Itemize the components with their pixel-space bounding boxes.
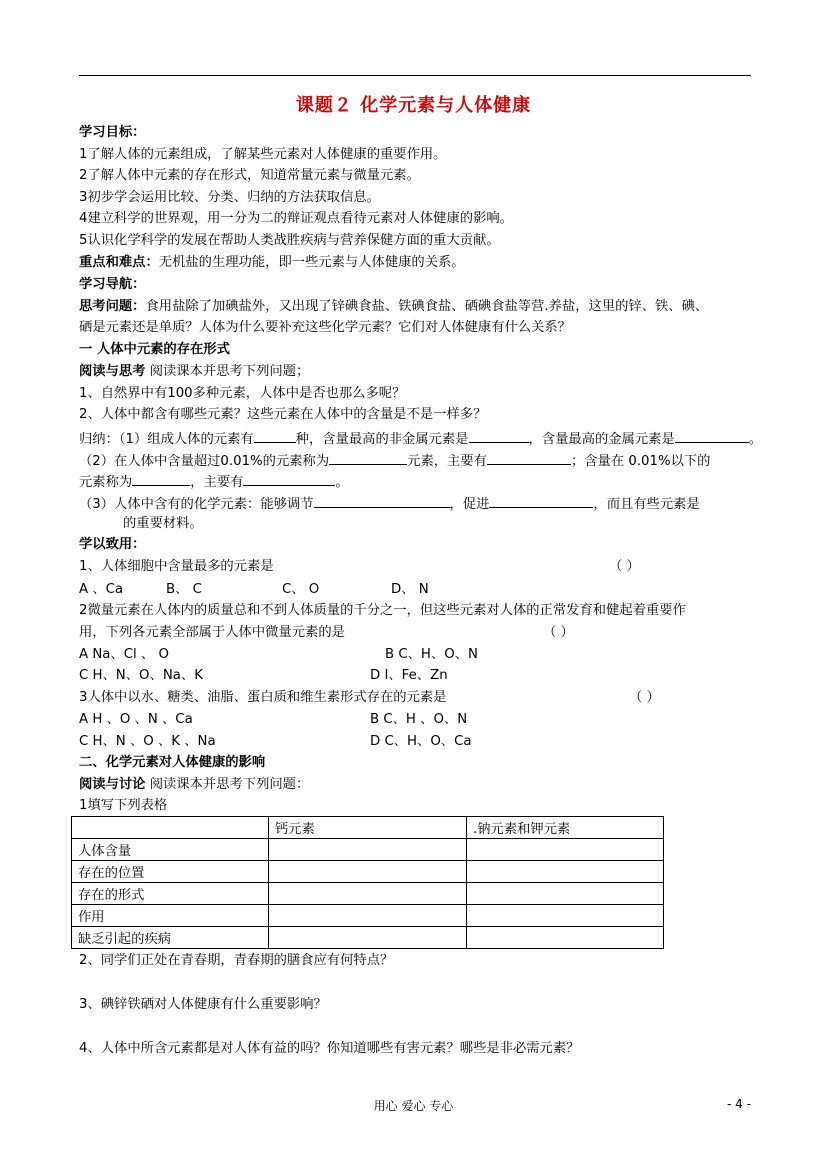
fill-blank[interactable] (243, 471, 335, 486)
summary-text: ，而且有些元素是 (593, 497, 700, 512)
mcq-2-option-c[interactable]: C H、N、O、Na、K (79, 668, 203, 683)
mcq-3-option-b[interactable]: B C、H 、O、N (370, 712, 468, 727)
table-row (72, 861, 664, 883)
apply-heading: 学以致用： (79, 537, 146, 552)
table-header-cell (72, 817, 269, 839)
answer-cell[interactable] (467, 861, 664, 883)
summary-text: 。 (335, 475, 349, 490)
answer-cell[interactable] (269, 883, 467, 905)
question-harmful-elements: 4、人体中所含元素都是对人体有益的吗？你知道哪些有害元素？哪些是非必需元素？ (79, 1041, 580, 1056)
goals-heading: 学习目标： (79, 125, 146, 140)
table-row (72, 839, 664, 861)
read-think (79, 363, 309, 381)
question-trace-elements: 3、碘锌铁硒对人体健康有什么重要影响？ (79, 997, 327, 1012)
mcq-1-option-d[interactable]: D、 N (391, 582, 429, 597)
answer-cell[interactable] (269, 839, 467, 861)
read-discuss (79, 776, 309, 794)
goal-item: 5认识化学科学的发展在帮助人类战胜疾病与营养保健方面的重大贡献。 (79, 233, 500, 248)
goal-item: 4建立科学的世界观，用一分为二的辩证观点看待元素对人体健康的影响。 (79, 211, 513, 226)
header-rule (79, 75, 751, 76)
mcq-2-question: 2微量元素在人体内的质量总和不到人体质量的千分之一，但这些元素对人体的正常发育和健起着重要作 (79, 603, 686, 618)
table-header-cell: .钠元素和钾元素 (467, 817, 664, 839)
summary-1 (79, 428, 762, 449)
fill-blank[interactable] (314, 493, 450, 508)
summary-text: 元素，主要有 (407, 454, 487, 469)
lesson-title: 课题２ 化学元素与人体健康 (295, 95, 532, 116)
summary-text: 元素称为 (79, 475, 133, 490)
row-label: 人体含量 (72, 839, 269, 861)
mcq-1-option-c[interactable]: C、 O (282, 582, 320, 597)
mcq-2-option-a[interactable]: A Na、Cl 、 O (79, 647, 169, 662)
answer-cell[interactable] (467, 927, 664, 949)
table-header-cell: 钙元素 (269, 817, 467, 839)
summary-2-cont (79, 471, 349, 492)
fill-blank[interactable] (132, 471, 190, 486)
answer-cell[interactable] (269, 861, 467, 883)
answer-cell[interactable] (467, 839, 664, 861)
question-2: 2、人体中都含有哪些元素？这些元素在人体中的含量是不是一样多？ (79, 407, 487, 422)
think-question-line2: 硒是元素还是单质？人体为什么要补充这些化学元素？它们对人体健康有什么关系？ (79, 320, 571, 335)
goal-item: 3初步学会运用比较、分类、归纳的方法获取信息。 (79, 190, 380, 205)
mcq-3-question: 3人体中以水、糖类、油脂、蛋白质和维生素形式存在的元素是 (79, 690, 447, 705)
question-teen-diet: 2、同学们正处在青春期，青春期的膳食应有何特点？ (79, 953, 394, 968)
page-number: - 4 - (727, 1097, 751, 1111)
row-label: 缺乏引起的疾病 (72, 927, 269, 949)
mcq-2-option-b[interactable]: B C、H、O、N (385, 647, 478, 662)
key-label: 重点和难点： (79, 255, 159, 270)
answer-cell[interactable] (269, 905, 467, 927)
mcq-3-option-c[interactable]: C H、N 、O 、K 、Na (79, 734, 216, 749)
section1-heading: 一 人体中元素的存在形式 (79, 342, 230, 357)
fill-blank[interactable] (469, 428, 529, 443)
element-table (71, 816, 664, 949)
summary-text: ，含量最高的金属元素是 (528, 432, 675, 447)
table-row (72, 905, 664, 927)
mcq-2-question-cont: 用，下列各元素全部属于人体中微量元素的是 (79, 625, 345, 640)
key-points (79, 254, 465, 272)
fill-blank[interactable] (329, 450, 407, 465)
mcq-3-option-d[interactable]: D C、H、O、Ca (370, 734, 472, 749)
think-label: 思考问题： (79, 299, 146, 314)
summary-text: （3）人体中含有的化学元素：能够调节 (79, 497, 314, 512)
answer-cell[interactable] (467, 883, 664, 905)
summary-text: 。 (748, 432, 763, 447)
read-label: 阅读与思考 (79, 364, 146, 379)
summary-3 (79, 493, 700, 514)
fill-blank[interactable] (489, 493, 593, 508)
mcq-3-answer-paren: （ ） (629, 690, 660, 705)
summary-text: 种，含量最高的非金属元素是 (295, 432, 469, 447)
fill-blank[interactable] (675, 428, 749, 443)
page-footer: 用心 爱心 专心 (373, 1099, 454, 1113)
summary-text: 归纳：（1）组成人体的元素有 (79, 432, 254, 447)
table-row (72, 927, 664, 949)
mcq-2-option-d[interactable]: D I、Fe、Zn (370, 668, 448, 683)
row-label: 作用 (72, 905, 269, 927)
question-1: 1、自然界中有100多种元素，人体中是否也那么多呢？ (79, 386, 406, 401)
row-label: 存在的形式 (72, 883, 269, 905)
read-text: 阅读课本并思考下列问题： (145, 777, 310, 792)
section2-heading: 二、化学元素对人体健康的影响 (79, 755, 266, 770)
answer-cell[interactable] (269, 927, 467, 949)
think-text: 食用盐除了加碘盐外，又出现了锌碘食盐、铁碘食盐、硒碘食盐等营.养盐，这里的锌、铁、碘、 (145, 299, 709, 314)
summary-text: ，主要有 (190, 475, 244, 490)
mcq-1-question: 1、人体细胞中含量最多的元素是 (79, 559, 274, 574)
summary-3-cont: 的重要材料。 (123, 516, 203, 531)
table-instruction: 1填写下列表格 (79, 798, 168, 813)
mcq-2-answer-paren: （ ） (543, 625, 574, 640)
mcq-3-option-a[interactable]: A H 、O 、N 、Ca (79, 712, 193, 727)
summary-2 (79, 450, 710, 471)
goal-item: 1了解人体的元素组成，了解某些元素对人体健康的重要作用。 (79, 147, 447, 162)
summary-text: ；含量在 0.01%以下的 (570, 454, 711, 469)
summary-text: （2）在人体中含量超过0.01%的元素称为 (79, 454, 330, 469)
fill-blank[interactable] (487, 450, 571, 465)
guide-heading: 学习导航： (79, 277, 146, 292)
summary-text: ，促进 (449, 497, 490, 512)
mcq-1-option-a[interactable]: A 、Ca (79, 582, 124, 597)
row-label: 存在的位置 (72, 861, 269, 883)
fill-blank[interactable] (254, 428, 296, 443)
mcq-1-option-b[interactable]: B、 C (166, 582, 202, 597)
table-row (72, 883, 664, 905)
goal-item: 2了解人体中元素的存在形式，知道常量元素与微量元素。 (79, 168, 420, 183)
table-header-row (72, 817, 664, 839)
think-question (79, 298, 708, 316)
read-text: 阅读课本并思考下列问题； (145, 364, 310, 379)
answer-cell[interactable] (467, 905, 664, 927)
read-label: 阅读与讨论 (79, 777, 146, 792)
key-text: 无机盐的生理功能，即一些元素与人体健康的关系。 (158, 255, 465, 270)
mcq-1-answer-paren: （ ） (609, 559, 640, 574)
